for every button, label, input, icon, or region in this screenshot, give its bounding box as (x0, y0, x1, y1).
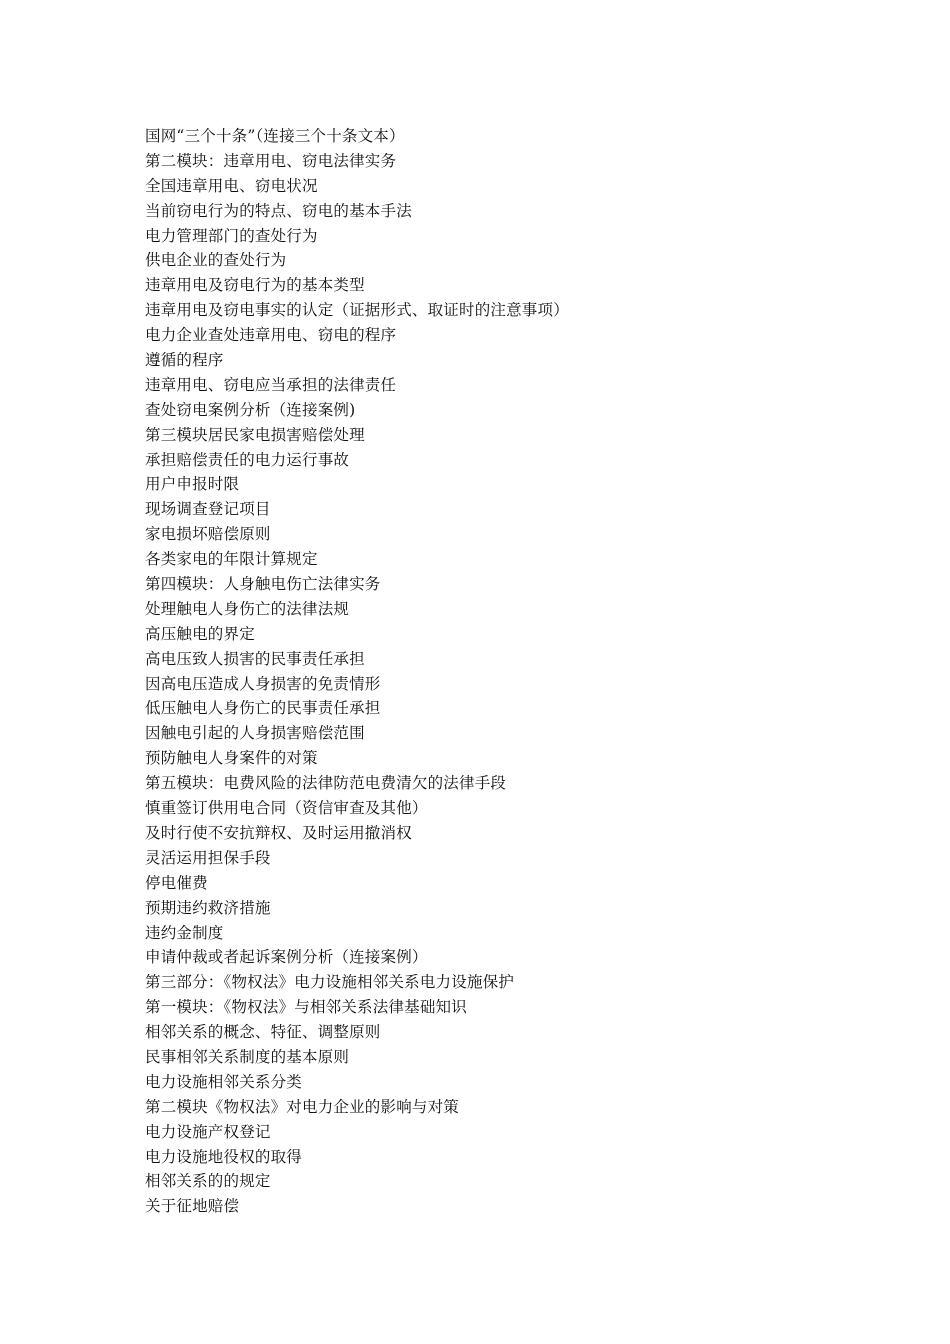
text-line: 相邻关系的概念、特征、调整原则 (145, 1023, 381, 1042)
text-line: 预期违约救济措施 (145, 898, 271, 917)
document-body (145, 124, 905, 1219)
section-heading: 第一模块：《物权法》与相邻关系法律基础知识 (145, 998, 467, 1017)
text-line: 关于征地赔偿 (145, 1197, 240, 1216)
text-line: 当前窃电行为的特点、窃电的基本手法 (145, 201, 412, 220)
section-heading: 第三模块居民家电损害赔偿处理 (145, 425, 365, 444)
section-heading: 第二模块：违章用电、窃电法律实务 (145, 151, 397, 170)
text-line: 及时行使不安抗辩权、及时运用撤消权 (145, 823, 412, 842)
text-line: 电力企业查处违章用电、窃电的程序 (145, 326, 397, 345)
section-heading: 第二模块《物权法》对电力企业的影响与对策 (145, 1097, 460, 1116)
text-line: 申请仲裁或者起诉案例分析（连接案例） (145, 948, 428, 967)
text-line: 因高电压造成人身损害的免责情形 (145, 674, 381, 693)
text-line: 供电企业的查处行为 (145, 251, 287, 270)
text-line: 承担赔偿责任的电力运行事故 (145, 450, 350, 469)
text-line: 处理触电人身伤亡的法律法规 (145, 599, 350, 618)
text-line: 电力设施产权登记 (145, 1122, 271, 1141)
text-line: 民事相邻关系制度的基本原则 (145, 1047, 350, 1066)
text-line: 现场调查登记项目 (145, 500, 271, 519)
section-heading: 第五模块：电费风险的法律防范电费清欠的法律手段 (145, 774, 507, 793)
text-line: 违章用电、窃电应当承担的法律责任 (145, 375, 397, 394)
text-line: 灵活运用担保手段 (145, 848, 271, 867)
text-line: 因触电引起的人身损害赔偿范围 (145, 724, 365, 743)
text-line: 停电催费 (145, 873, 208, 892)
text-line: 预防触电人身案件的对策 (145, 749, 318, 768)
section-heading: 第四模块：人身触电伤亡法律实务 (145, 575, 381, 594)
text-line: 违章用电及窃电事实的认定（证据形式、取证时的注意事项） (145, 301, 569, 320)
text-line: 高电压致人损害的民事责任承担 (145, 649, 365, 668)
text-line: 各类家电的年限计算规定 (145, 550, 318, 569)
text-line: 电力设施相邻关系分类 (145, 1072, 303, 1091)
text-line: 低压触电人身伤亡的民事责任承担 (145, 699, 381, 718)
text-line: 查处窃电案例分析（连接案例) (145, 400, 356, 419)
part-heading: 第三部分：《物权法》电力设施相邻关系电力设施保护 (145, 973, 515, 992)
text-line: 违章用电及窃电行为的基本类型 (145, 276, 365, 295)
text-line: 家电损坏赔偿原则 (145, 525, 271, 544)
text-line: 相邻关系的的规定 (145, 1172, 271, 1191)
text-line: 电力管理部门的查处行为 (145, 226, 318, 245)
text-line: 违约金制度 (145, 923, 224, 942)
text-line: 电力设施地役权的取得 (145, 1147, 303, 1166)
text-line: 遵循的程序 (145, 351, 224, 370)
text-line: 全国违章用电、窃电状况 (145, 176, 318, 195)
text-line: 用户申报时限 (145, 475, 240, 494)
text-line: 慎重签订供用电合同（资信审查及其他） (145, 799, 428, 818)
text-line: 高压触电的界定 (145, 624, 255, 643)
text-line: 国网“三个十条”（连接三个十条文本） (145, 127, 405, 145)
